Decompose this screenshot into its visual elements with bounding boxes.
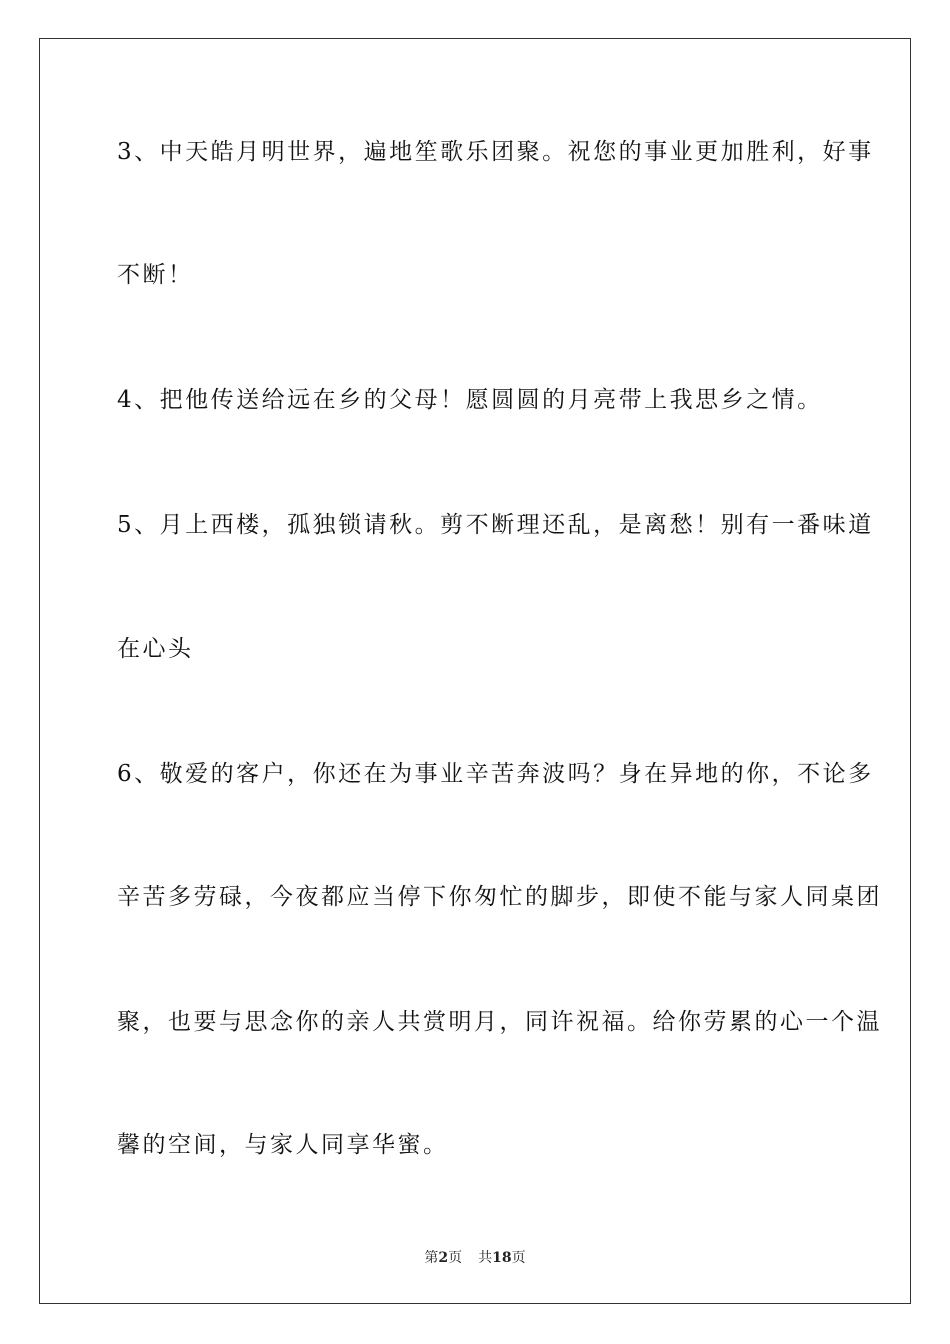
text-line-1: 3、中天皓月明世界，遍地笙歌乐团聚。祝您的事业更加胜利，好事 [117, 139, 874, 165]
text-line-9: 馨的空间，与家人同享华蜜。 [117, 1132, 449, 1158]
total-suffix: 页 [511, 1250, 526, 1266]
text-line-6: 6、敬爱的客户，你还在为事业辛苦奔波吗？身在异地的你，不论多 [117, 761, 874, 787]
page-prefix: 第 [424, 1250, 439, 1266]
page-number: 2 [438, 1250, 449, 1266]
text-line-8: 聚，也要与思念你的亲人共赏明月，同许祝福。给你劳累的心一个温 [117, 1009, 882, 1035]
page-suffix: 页 [448, 1250, 463, 1266]
page-border [39, 38, 911, 1304]
total-pages: 18 [492, 1250, 512, 1266]
text-line-7: 辛苦多劳碌，今夜都应当停下你匆忙的脚步，即使不能与家人同桌团 [117, 884, 882, 910]
text-line-5: 在心头 [117, 636, 194, 662]
page-footer [0, 1247, 950, 1267]
text-line-2: 不断！ [117, 262, 194, 288]
total-prefix: 共 [478, 1250, 493, 1266]
text-line-3: 4、把他传送给远在乡的父母！愿圆圆的月亮带上我思乡之情。 [117, 387, 823, 413]
text-line-4: 5、月上西楼，孤独锁请秋。剪不断理还乱，是离愁！别有一番味道 [117, 512, 874, 538]
